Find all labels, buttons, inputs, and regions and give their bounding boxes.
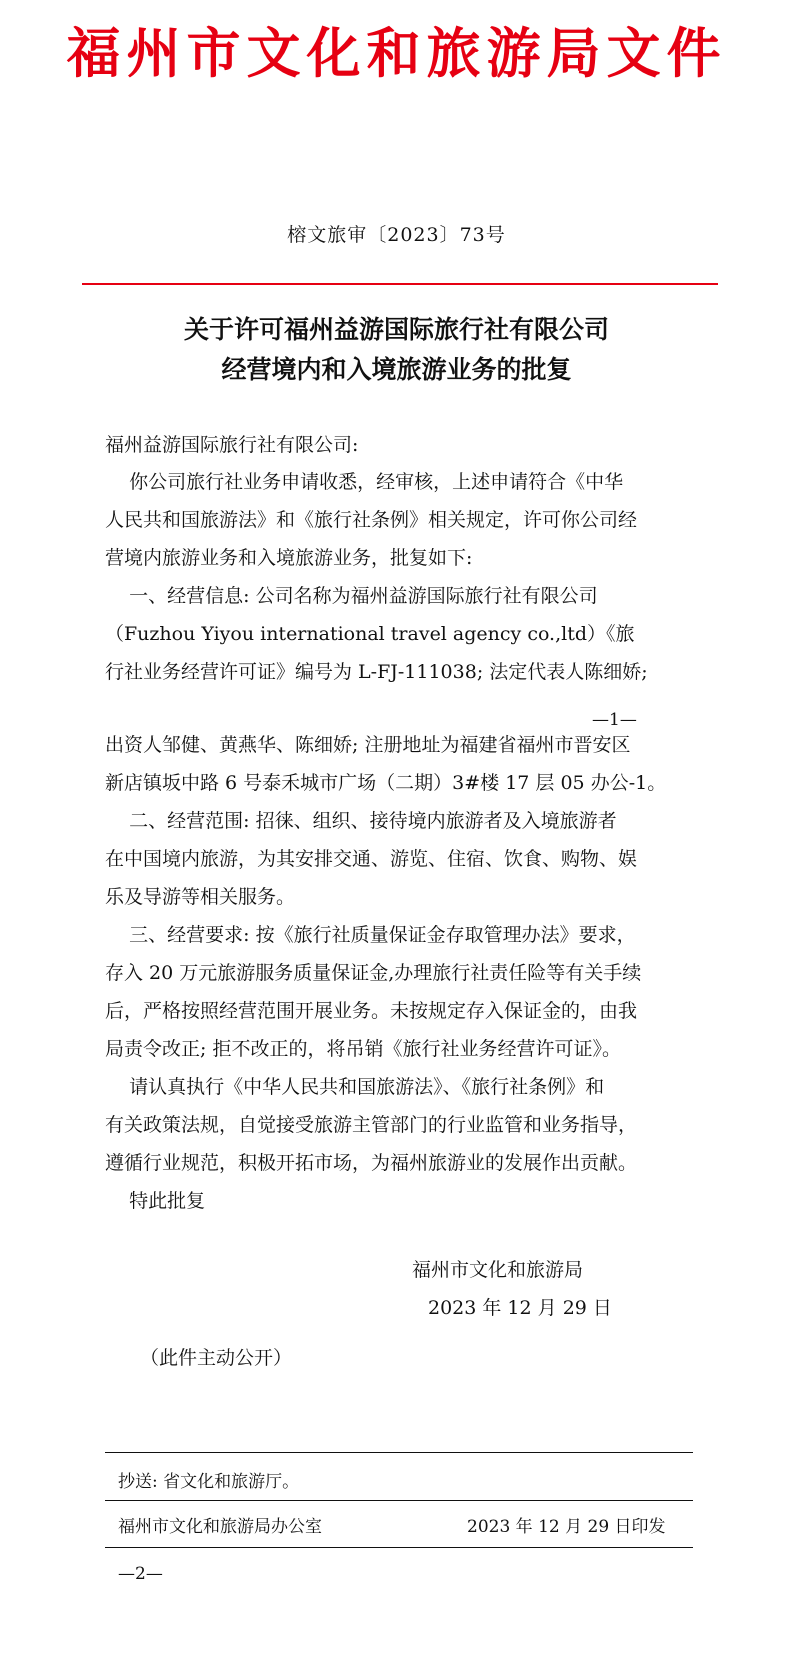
footer-rule-bottom [105, 1547, 693, 1548]
body-line: 请认真执行《中华人民共和国旅游法》、《旅行社条例》和 [105, 1076, 605, 1098]
body-line: 遵循行业规范，积极开拓市场，为福州旅游业的发展作出贡献。 [105, 1152, 638, 1174]
disclosure-note: （此件主动公开） [140, 1347, 293, 1369]
document-number: 榕文旅审〔2023〕73号 [287, 224, 506, 246]
body-line: 一、经营信息: 公司名称为福州益游国际旅行社有限公司 [105, 585, 598, 607]
heading-line-2: 经营境内和入境旅游业务的批复 [221, 355, 572, 384]
body-line: 局责令改正; 拒不改正的，将吊销《旅行社业务经营许可证》。 [105, 1038, 621, 1060]
print-date: 2023 年 12 月 29 日印发 [467, 1517, 666, 1537]
body-line: 人民共和国旅游法》和《旅行社条例》相关规定，许可你公司经 [105, 509, 638, 531]
body-line: 后，严格按照经营范围开展业务。未按规定存入保证金的，由我 [105, 1000, 638, 1022]
signature-org: 福州市文化和旅游局 [412, 1259, 584, 1281]
page-number-2: —2— [118, 1564, 163, 1584]
page-number-1: —1— [592, 710, 637, 730]
body-line: （Fuzhou Yiyou international travel agency co.,ltd）《旅 [105, 623, 635, 645]
body-line: 三、经营要求: 按《旅行社质量保证金存取管理办法》要求， [105, 924, 636, 946]
salutation: 福州益游国际旅行社有限公司: [105, 434, 359, 456]
body-line: 存入 20 万元旅游服务质量保证金,办理旅行社责任险等有关手续 [105, 962, 642, 984]
body-line: 出资人邹健、黄燕华、陈细娇; 注册地址为福建省福州市晋安区 [105, 734, 631, 756]
body-line: 新店镇坂中路 6 号泰禾城市广场（二期）3#楼 17 层 05 办公-1。 [105, 772, 667, 794]
heading-line-1: 关于许可福州益游国际旅行社有限公司 [183, 315, 609, 344]
footer-rule-top [105, 1452, 693, 1453]
body-line: 行社业务经营许可证》编号为 L-FJ-111038; 法定代表人陈细娇; [105, 661, 648, 683]
body-line: 你公司旅行社业务申请收悉，经审核，上述申请符合《中华 [105, 471, 624, 493]
closing-line: 特此批复 [105, 1190, 206, 1212]
body-line: 二、经营范围: 招徕、组织、接待境内旅游者及入境旅游者 [105, 810, 617, 832]
signature-date: 2023 年 12 月 29 日 [428, 1297, 612, 1319]
red-divider [82, 283, 718, 285]
body-line: 有关政策法规，自觉接受旅游主管部门的行业监管和业务指导， [105, 1114, 638, 1136]
body-line: 在中国境内旅游，为其安排交通、游览、住宿、饮食、购物、娱 [105, 848, 638, 870]
body-line: 营境内旅游业务和入境旅游业务，批复如下: [105, 547, 473, 569]
cc-line: 抄送: 省文化和旅游厅。 [118, 1472, 300, 1492]
body-line: 乐及导游等相关服务。 [105, 886, 296, 908]
document-issuer-title: 福州市文化和旅游局文件 [66, 21, 727, 85]
issuing-office: 福州市文化和旅游局办公室 [118, 1517, 322, 1537]
footer-rule-middle [105, 1500, 693, 1501]
